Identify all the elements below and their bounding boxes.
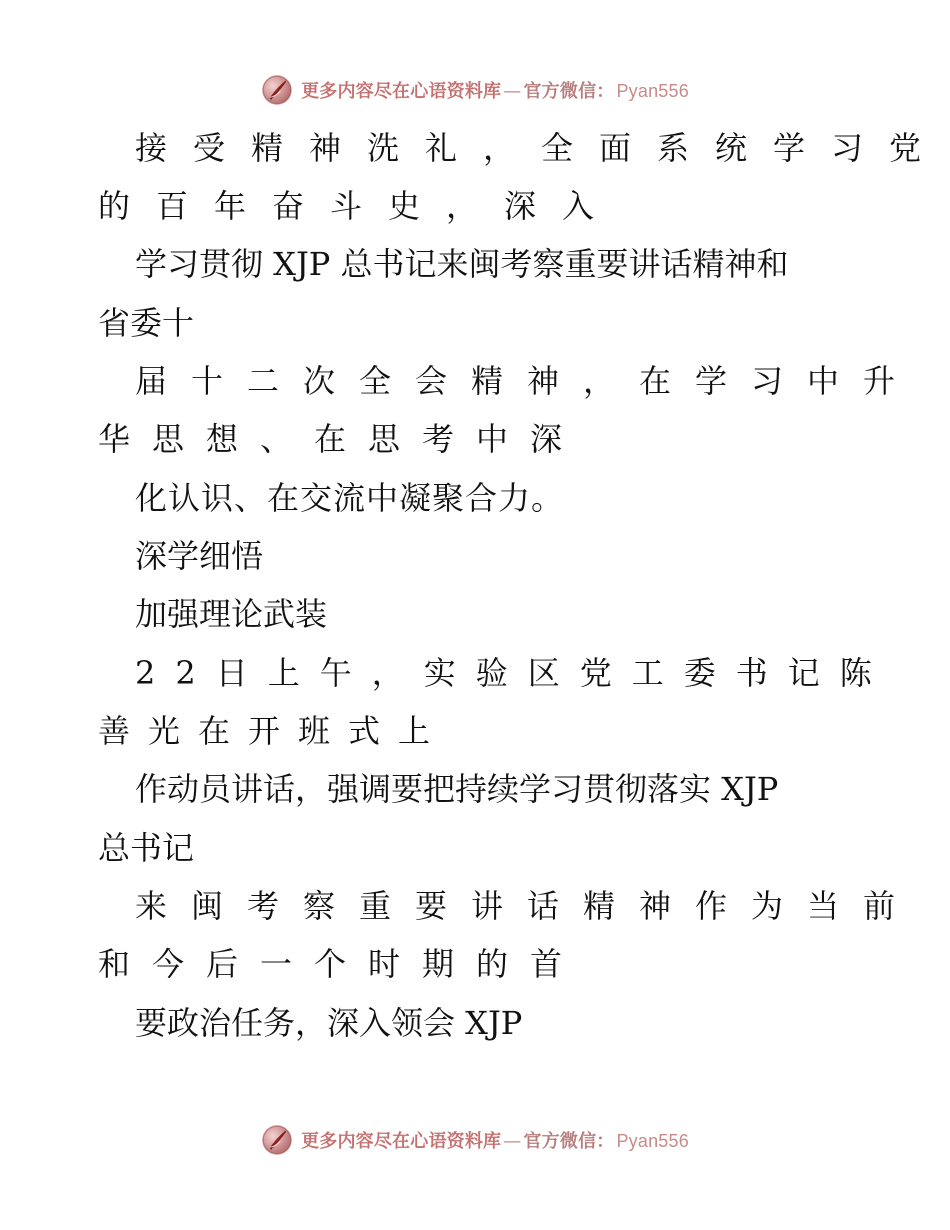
text-line-content: 省委十 (98, 304, 195, 342)
watermark-dash: — (503, 81, 522, 102)
watermark-id: Pyan556 (616, 1131, 689, 1151)
text-line (0, 303, 950, 343)
watermark-cn: 更多内容尽在心语资料库 (301, 81, 502, 102)
text-line-content: 深学细悟 (135, 537, 264, 575)
watermark-text (301, 1127, 689, 1153)
text-line-content: 学习贯彻 XJP 总书记来闽考察重要讲话精神和 (135, 245, 789, 283)
text-line (0, 478, 950, 518)
header-watermark (0, 68, 950, 112)
text-line-content: 22日上午，实验区党工委书记陈 (135, 654, 892, 692)
text-line-content: 和今后一个时期的首 (98, 945, 585, 983)
watermark-cn: 更多内容尽在心语资料库 (301, 1131, 502, 1152)
text-line (0, 828, 950, 868)
watermark-dash: — (503, 1131, 522, 1152)
text-line (0, 186, 950, 226)
watermark-label: 官方微信： (523, 81, 615, 102)
text-line (0, 886, 950, 926)
text-line-content: 作动员讲话，强调要把持续学习贯彻落实 XJP (135, 770, 779, 808)
text-line (0, 653, 950, 693)
text-line-content: 善光在开班式上 (98, 712, 449, 750)
watermark-text (301, 77, 689, 103)
text-line (0, 128, 950, 168)
pen-quill-icon (261, 1124, 293, 1156)
pen-quill-icon (261, 74, 293, 106)
text-line (0, 244, 950, 284)
text-line-content: 化认识、在交流中凝聚合力。 (135, 479, 565, 517)
text-line-content: 来闽考察重要讲话精神作为当前 (135, 887, 920, 925)
text-line-content: 总书记 (98, 829, 195, 867)
footer-watermark (0, 1118, 950, 1162)
text-line-content: 的百年奋斗史，深入 (98, 187, 621, 225)
section-heading (0, 536, 950, 576)
section-heading (0, 594, 950, 634)
text-line (0, 711, 950, 751)
text-line-content: 华思想、在思考中深 (98, 420, 585, 458)
text-line (0, 419, 950, 459)
text-line-content: 要政治任务，深入领会 XJP (135, 1004, 523, 1042)
watermark-label: 官方微信： (523, 1131, 615, 1152)
text-line-content: 届十二次全会精神，在学习中升 (135, 362, 920, 400)
text-line (0, 361, 950, 401)
text-line (0, 1003, 950, 1043)
text-line-content: 接受精神洗礼，全面系统学习党 (135, 129, 948, 167)
text-line (0, 944, 950, 984)
text-line (0, 769, 950, 809)
text-line-content: 加强理论武装 (135, 595, 328, 633)
watermark-id: Pyan556 (616, 81, 689, 101)
